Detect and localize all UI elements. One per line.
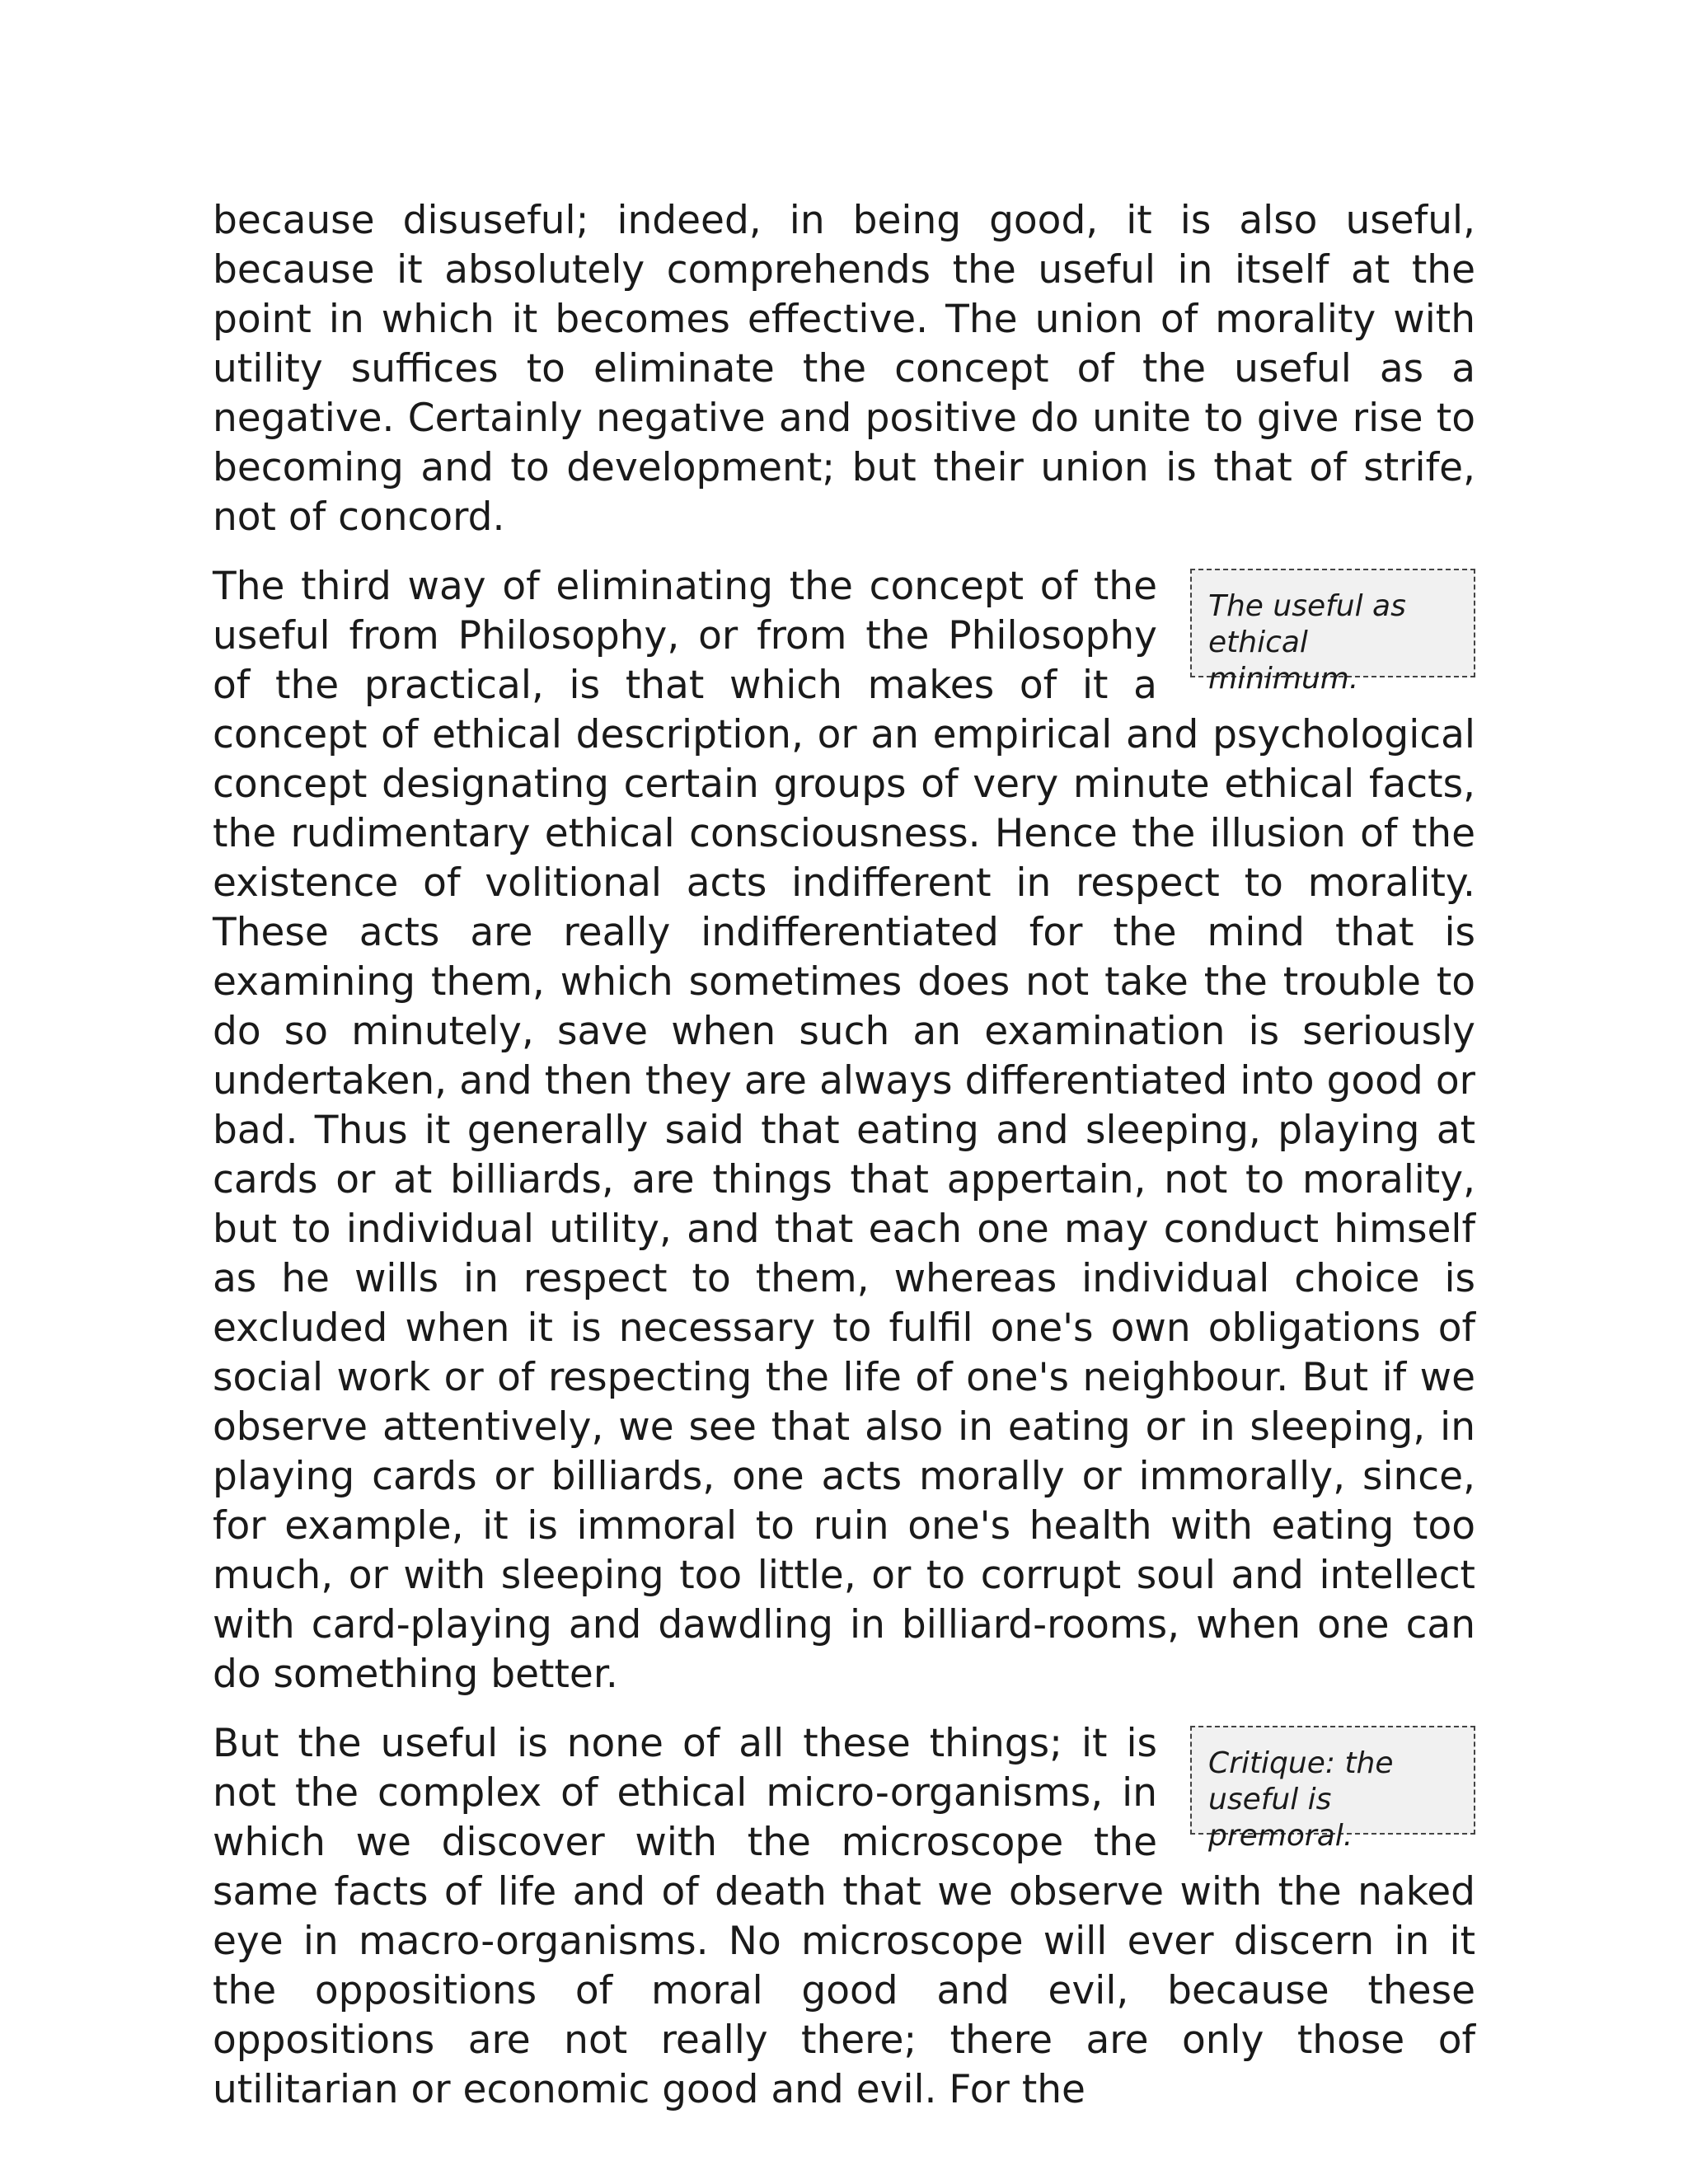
paragraph-1: because disuseful; indeed, in being good, it is also useful, because it absolutely comprehends the useful in itself at the point in which it becomes effective. The union of morality with utility suffices to eliminate the concept of the useful as a negative. Certainly negative and positive do unite to give rise to becoming and to development; but their union is that of strife, not of concord. [213,198,1475,540]
sidenote-line: Critique: the [1208,1746,1394,1780]
paragraph-3 [213,1719,1475,2115]
paragraph-text: The third way of eliminating the concept of the useful from Philosophy, or from the Philosophy of the practical, is that which makes of it a concept of ethical description, or an empirical and psychological concept designating certain groups of very minute ethical facts, the rudimentary ethical consciousness. Hence the illusion of the existence of volitional acts indifferent in respect to morality. These acts are really indifferentiated for the mind that is examining them, which sometimes does not take the trouble to do so minutely, save when such an examination is seriously undertaken, and then they are always differentiated into good or bad. Thus it generally said that eating and sleeping, playing at cards or at billiards, are things that appertain, not to morality, but to individual utility, and that each one may conduct himself as he wills in respect to them, whereas individual choice is excluded when it is necessary to fulfil one's own obligations of social work or of respecting the life of one's neighbour. But if we observe attentively, we see that also in eating or in sleeping, in playing cards or billiards, one acts morally or immorally, since, for example, it is immoral to ruin one's health with eating too much, or with sleeping too little, or to corrupt soul and intellect with card-playing and dawdling in billiard-rooms, when one can do something better. [213,564,1475,1697]
paragraph-2 [213,562,1475,1699]
sidenote-ethical-minimum [1190,569,1475,696]
sidenote-line: The useful as [1208,589,1406,623]
document-page [213,196,1475,2135]
sidenote-line: useful is premoral. [1208,1783,1353,1853]
sidenote-critique-premoral [1190,1726,1475,1853]
paragraph-text: But the useful is none of all these things; it is not the complex of ethical micro-organisms, in which we discover with the microscope the same facts of life and of death that we observe with the naked eye in macro-organisms. No microscope will ever discern in it the oppositions of moral good and evil, because these oppositions are not really there; there are only those of utilitarian or economic good and evil. For the [213,1721,1475,2112]
sidenote-line: ethical minimum. [1208,626,1359,696]
